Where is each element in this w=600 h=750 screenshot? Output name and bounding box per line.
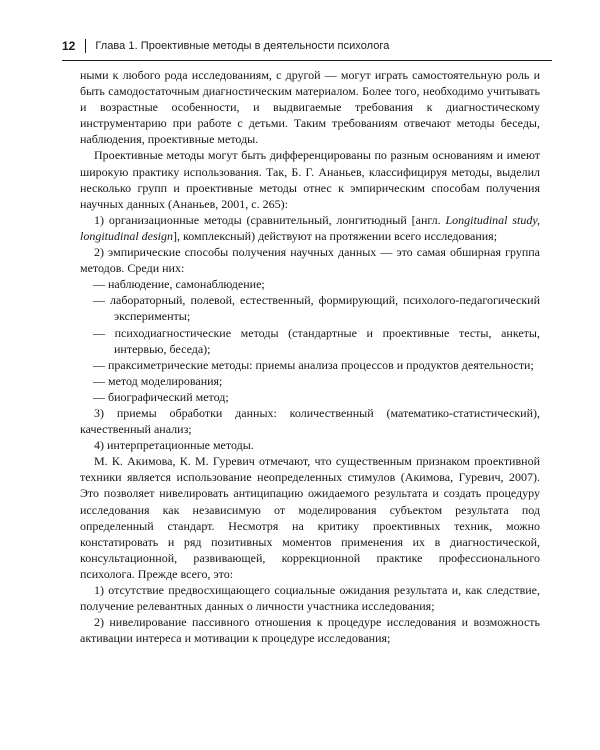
header-rule (62, 60, 552, 61)
list-item: 4) интерпретационные методы. (94, 438, 254, 453)
dash-item: — биографический метод; (93, 389, 229, 404)
body-text (80, 67, 540, 646)
italic-term: Longitudinal study, longitudinal design (80, 212, 540, 243)
list-item: 3) приемы обработки данных: количественный (математико-статистический), качественный анализ; (80, 405, 540, 437)
list-item: 2) нивелирование пассивного отношения к процедуре исследования и возможность активации интереса и мотивации к процедуре исследования; (80, 615, 540, 646)
list-item-text: 1) организационные методы (сравнительный, лонгитюдный [англ. (94, 212, 446, 227)
header-separator (85, 39, 86, 53)
list-item-text: ], комплексный) действуют на протяжении всего исследования; (173, 228, 498, 243)
list-item: 1) отсутствие предвосхищающего социальные ожидания результата и, как следствие, получение релевантных данных о личности участника исследования; (80, 583, 540, 614)
dash-item: — праксиметрические методы: приемы анализа процессов и продуктов деятельности; (93, 357, 534, 372)
dash-item: — метод моделирования; (93, 373, 223, 388)
list-item: 2) эмпирические способы получения научных данных — это самая обширная группа методов. Среди них: (80, 245, 540, 276)
paragraph: Проективные методы могут быть дифференцированы по разным основаниям и имеют широкую практику использования. Так, Б. Г. Ананьев, классифицируя методы, выделил несколько групп и проективные методы отнес к эмпирическим способам получения научных данных (Ананьев, 2001, с. 265): (80, 148, 540, 211)
list-item (80, 212, 540, 244)
paragraph: ными к любого рода исследованиям, с другой — могут играть самостоятельную роль и быть самодостаточным диагностическим материалом. Более того, необходимо учитывать и возрастные особенности, и выдвигаемые требования к диагностическому инструментарию при работе с детьми. Таким требованиям отвечают методы беседы, наблюдения, проективные методы. (80, 68, 540, 147)
dash-item: — лабораторный, полевой, естественный, формирующий, психолого-педагогический эксперименты; (93, 293, 540, 324)
page-number: 12 (62, 39, 76, 53)
dash-item: — наблюдение, самонаблюдение; (93, 277, 265, 292)
chapter-title: Глава 1. Проективные методы в деятельности психолога (95, 40, 390, 52)
dash-item: — психодиагностические методы (стандартные и проективные тесты, анкеты, интервью, беседа); (93, 325, 540, 356)
running-header (62, 36, 542, 56)
paragraph: М. К. Акимова, К. М. Гуревич отмечают, что существенным признаком проективной техники является использование неопределенных стимулов (Акимова, Гуревич, 2007). Это позволяет нивелировать антиципацию ожидаемого результата и создать процедуру исследования как независимую от моделирования субъектом результата под определенный стандарт. Несмотря на критику проективных техник, можно констатировать и ряд позитивных моментов применения их в диагностической, консультационной, развивающей, коррекционной практике профессионального психолога. Прежде всего, это: (80, 454, 540, 581)
